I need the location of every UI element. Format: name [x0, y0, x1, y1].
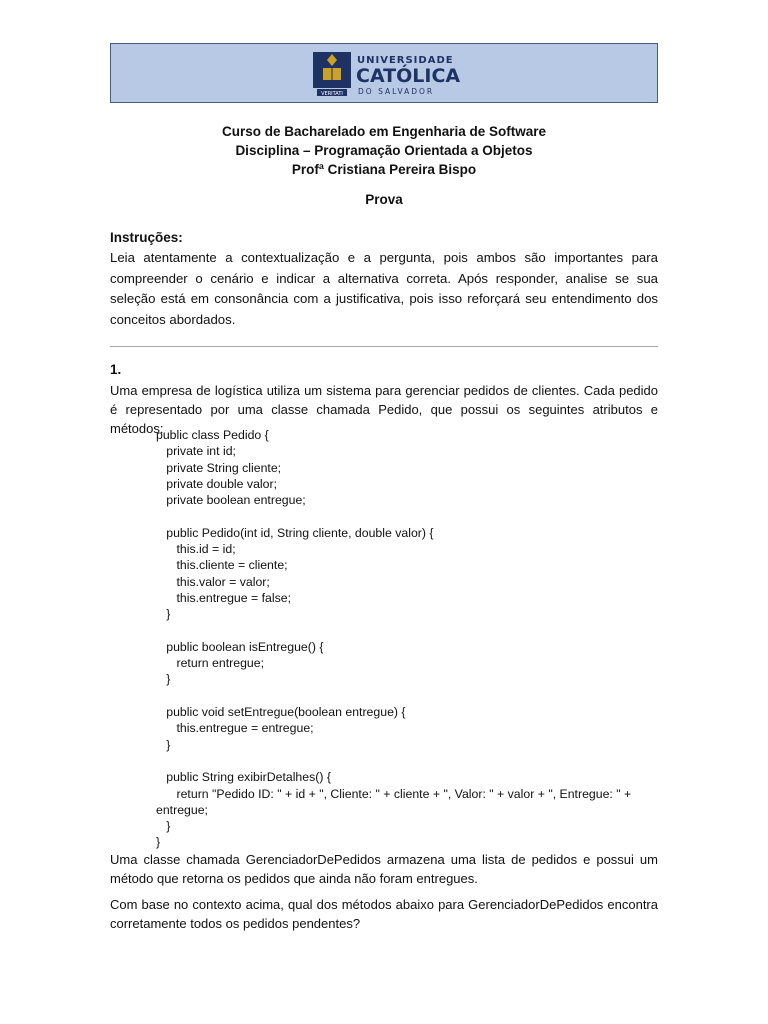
code-line: this.id = id; [156, 542, 236, 557]
code-line: return entregue; [156, 656, 265, 671]
course-title: Curso de Bacharelado em Engenharia de Software [221, 124, 547, 139]
code-line: public void setEntregue(boolean entregue) { [156, 705, 406, 720]
code-line: private String cliente; [156, 460, 282, 475]
seal-motto: VERITATI [321, 91, 343, 97]
code-line: this.entregue = false; [156, 590, 292, 605]
code-line: this.cliente = cliente; [156, 558, 288, 573]
code-line: } [156, 672, 171, 687]
university-logo-graphic [311, 48, 461, 100]
code-line: public boolean isEntregue() { [156, 639, 324, 654]
section-divider [110, 346, 658, 347]
question-number: 1. [110, 362, 122, 377]
instructions-label: Instruções: [110, 230, 183, 245]
instructions-text: Leia atentamente a contextualização e a pergunta, pois ambos são importantes para compreender o cenário e indicar a alternativa correta. Após responder, analise se sua seleção está em consonância com a justificativa, pois isso reforçará seu entendimento dos conceitos abordados. [110, 250, 658, 327]
code-line [156, 688, 661, 704]
code-line: } [156, 737, 171, 752]
code-line: private double valor; [156, 476, 277, 491]
code-line: private boolean entregue; [156, 493, 306, 508]
code-line: public String exibirDetalhes() { [156, 770, 331, 785]
code-line: this.entregue = entregue; [156, 721, 314, 736]
question-intro: Uma empresa de logística utiliza um sistema para gerenciar pedidos de clientes. Cada pedido é representado por uma classe chamada Pedido, que possui os seguintes atributos e métodos: [110, 383, 658, 436]
question-context: Uma classe chamada GerenciadorDePedidos armazena uma lista de pedidos e possui um método que retorna os pedidos que ainda não foram entregues. [110, 852, 658, 886]
code-line [156, 623, 661, 639]
code-line: public class Pedido { [156, 428, 269, 442]
university-logo [311, 48, 461, 100]
logo-word-catolica: CATÓLICA [356, 65, 461, 87]
logo-word-do-salvador: DO SALVADOR [358, 87, 435, 96]
code-block [156, 427, 661, 851]
exam-title: Prova [365, 192, 403, 207]
course-headings [110, 122, 658, 179]
logo-word-universidade: UNIVERSIDADE [357, 55, 454, 66]
code-line: entregue; [156, 802, 208, 817]
code-line: } [156, 835, 161, 850]
code-line: private int id; [156, 444, 236, 459]
code-line: } [156, 607, 171, 622]
discipline-title: Disciplina – Programação Orientada a Objetos [235, 143, 533, 158]
code-line: this.valor = valor; [156, 574, 270, 589]
code-line: public Pedido(int id, String cliente, double valor) { [156, 525, 434, 540]
code-line: return "Pedido ID: " + id + ", Cliente: " + cliente + ", Valor: " + valor + ", Entregue: " + [156, 786, 632, 801]
code-line [156, 753, 661, 769]
professor-name: Profª Cristiana Pereira Bispo [291, 162, 477, 177]
code-line [156, 508, 661, 524]
question-prompt: Com base no contexto acima, qual dos métodos abaixo para GerenciadorDePedidos encontra corretamente todos os pedidos pendentes? [110, 897, 658, 931]
code-line: } [156, 819, 171, 834]
header-banner [110, 43, 658, 103]
